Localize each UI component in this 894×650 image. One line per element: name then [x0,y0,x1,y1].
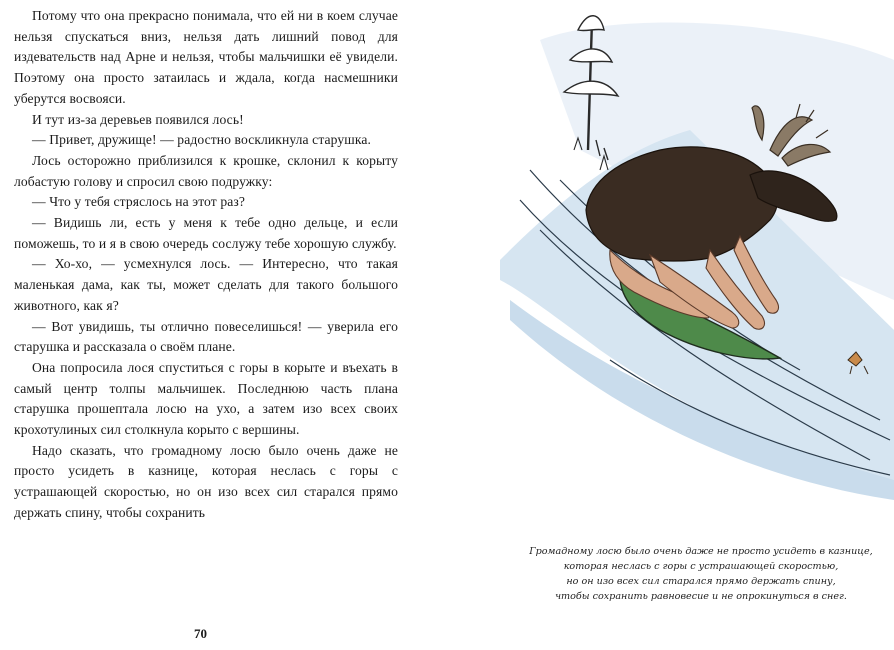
paragraph: — Привет, дружище! — радостно воскликнула старушка. [32,132,371,148]
paragraph: — Что у тебя стряслось на этот раз? [32,194,245,210]
left-page [14,6,398,646]
moose-sledding-illustration [500,0,894,520]
caption-line: Громадному лосю было очень даже не просто усидеть в казнице, [529,546,873,557]
paragraph: — Видишь ли, есть у меня к тебе одно дельце, и если поможешь, то и я в свою очередь сослужу тебе хорошую службу. [14,215,398,251]
paragraph: И тут из-за деревьев появился лось! [32,111,244,127]
paragraph: Потому что она прекрасно понимала, что ей ни в коем случае нельзя спускаться вниз, нельзя дать лишний повод для издевательств над Арне и нельзя, чтобы мальчишки её увидели. Поэтому она просто затаилась и ждала, когда насмешники уберутся восвояси. [14,8,398,106]
paragraph: — Вот увидишь, ты отлично повеселишься! — уверила его старушка и рассказала о своём плане. [14,318,398,355]
caption-line: чтобы сохранить равновесие и не опрокинуться в снег. [555,591,847,602]
illustration-caption [512,544,890,604]
caption-line: которая неслась с горы с устрашающей скоростью, [563,561,839,572]
paragraph: Она попросила лося спуститься с горы в корыте и въехать в самый центр толпы мальчишек. Последнюю часть плана старушка прошептала лосю на ухо, а затем изо всех своих крохотулиных сил столкнула корыто с вершины. [14,359,398,438]
body-text [14,6,398,524]
paragraph: Надо сказать, что громадному лосю было очень даже не просто усидеть в казнице, которая неслась с горы с устрашающей скоростью, но он изо всех сил старался прямо держать спину, чтобы сохранить [14,442,398,520]
paragraph: Лось осторожно приблизился к крошке, склонил к корыту лобастую голову и спросил свою подружку: [14,152,398,189]
right-page [500,0,894,650]
page-number: 70 [194,626,207,641]
caption-line: но он изо всех сил старался прямо держать спину, [566,576,836,587]
paragraph: — Хо-хо, — усмехнулся лось. — Интересно, что такая маленькая дама, как ты, может сделать для такого большого животного, как я? [14,256,398,313]
